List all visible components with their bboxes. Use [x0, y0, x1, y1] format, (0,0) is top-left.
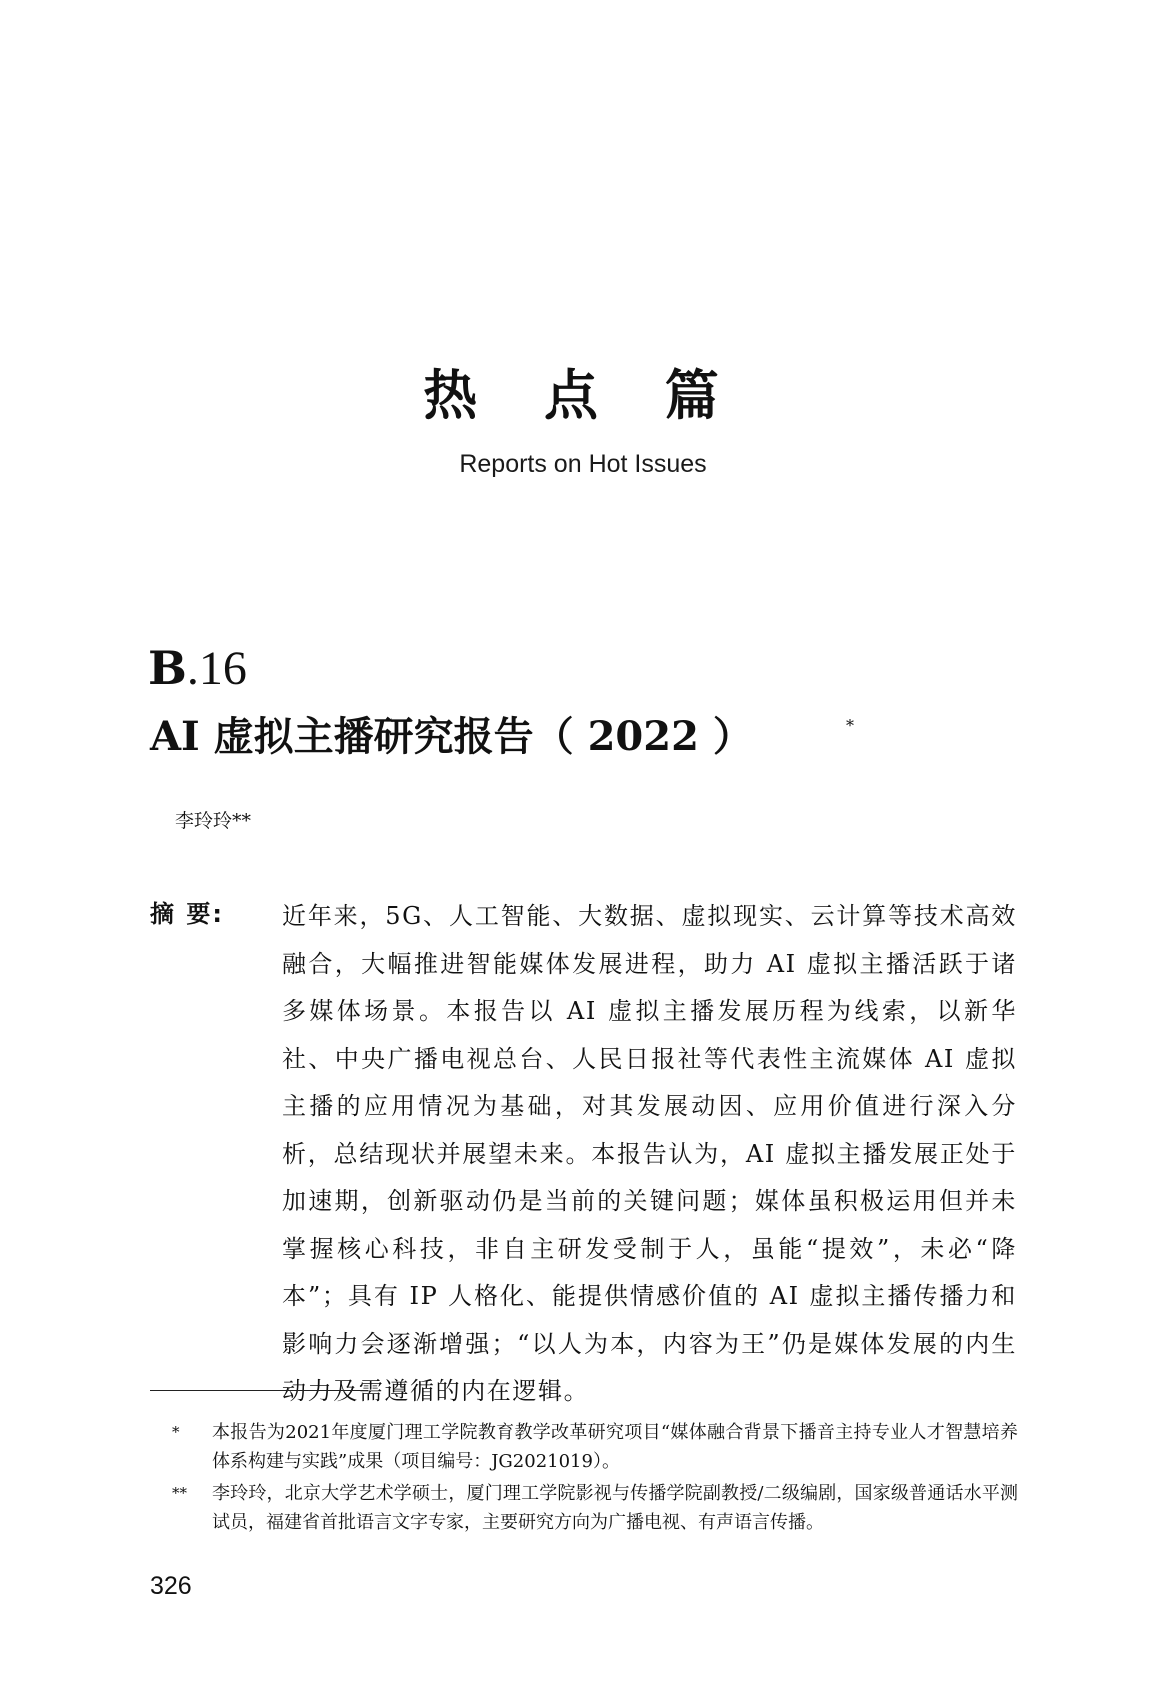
page-number: 326 — [150, 1572, 192, 1600]
chapter-logo: B — [148, 641, 187, 695]
footnote-1-mark: * — [172, 1423, 180, 1441]
chapter-number — [148, 640, 247, 697]
abstract-text: 近年来，5G、人工智能、大数据、虚拟现实、云计算等技术高效融合，大幅推进智能媒体发展进程，助力 AI 虚拟主播活跃于诸多媒体场景。本报告以 AI 虚拟主播发展历程为线索，以新华社、中央广播电视总台、人民日报社等代表性主流媒体 AI 虚拟主播的应用情况为基础，对其发展动因、应用价值进行深入分析，总结现状并展望未来。本报告认为，AI 虚拟主播发展正处于加速期，创新驱动仍是当前的关键问题；媒体虽积极运用但并未掌握核心科技，非自主研发受制于人，虽能“提效”，未必“降本”；具有 IP 人格化、能提供情感价值的 AI 虚拟主播传播力和影响力会逐渐增强；“以人为本，内容为王”仍是媒体发展的内生动力及需遵循的内在逻辑。 — [282, 902, 1017, 1405]
section-subtitle: Reports on Hot Issues — [459, 450, 707, 478]
title-footnote-mark: * — [846, 716, 854, 735]
report-title: AI 虚拟主播研究报告（ 2022 ） — [150, 713, 753, 760]
abstract-label: 摘 要: — [150, 900, 224, 928]
footnote-2-mark: ** — [172, 1484, 187, 1502]
chapter-number-text: .16 — [186, 642, 247, 695]
footnote-1-text: 本报告为2021年度厦门理工学院教育教学改革研究项目“媒体融合背景下播音主持专业人才智慧培养体系构建与实践”成果（项目编号：JG2021019）。 — [212, 1422, 1018, 1472]
section-title: 热 点 篇 — [423, 363, 743, 427]
footnote-2-text: 李玲玲，北京大学艺术学硕士，厦门理工学院影视与传播学院副教授/二级编剧，国家级普通话水平测试员，福建省首批语言文字专家，主要研究方向为广播电视、有声语言传播。 — [212, 1483, 1018, 1533]
author: 李玲玲** — [175, 810, 252, 832]
footnote-rule — [150, 1390, 368, 1391]
